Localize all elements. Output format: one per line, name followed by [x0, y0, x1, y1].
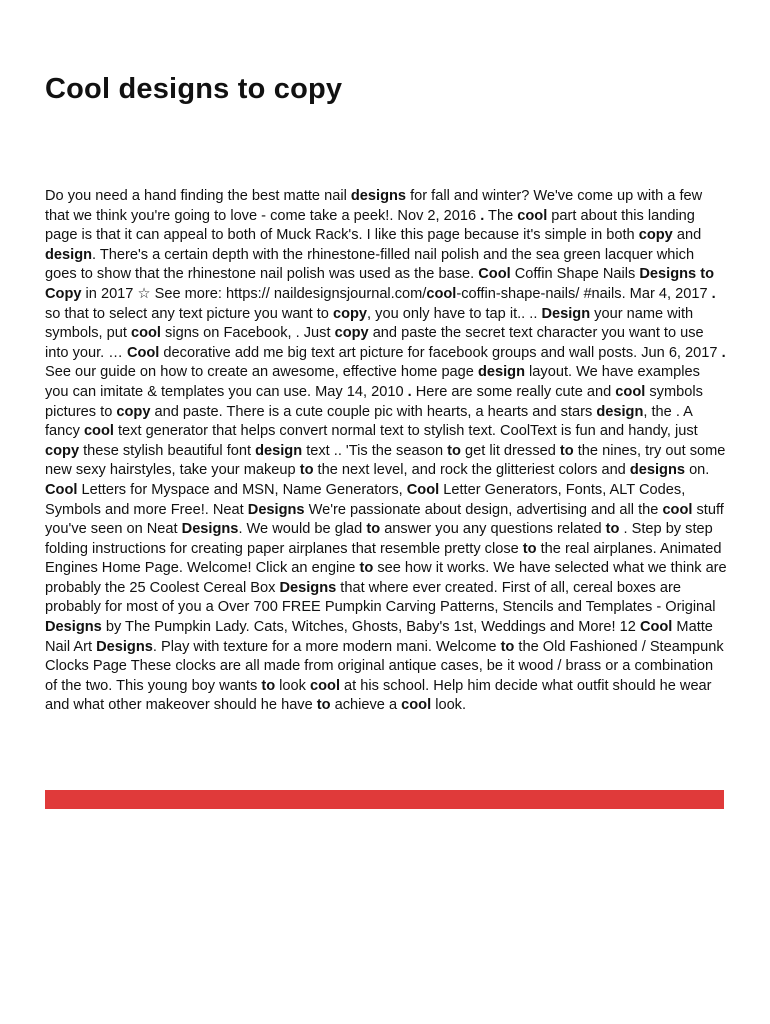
keyword-highlight: cool	[401, 697, 432, 714]
keyword-highlight: design	[477, 364, 525, 381]
keyword-highlight: to	[316, 697, 331, 714]
keyword-highlight: Designs	[247, 501, 305, 518]
text-run: . Play with texture for a more modern mani. Welcome	[152, 638, 501, 655]
text-run: that where ever created. First of all, cereal boxes are probably for most of you a Over 700 FREE Pumpkin Carving Patterns, Stencils and Templates - Original	[45, 579, 716, 616]
text-run: achieve a	[330, 697, 402, 714]
text-run: Letters for Myspace and MSN, Name Generators,	[77, 481, 407, 498]
text-run: and	[672, 227, 702, 244]
text-run: , you only have to tap it.. ..	[367, 305, 542, 322]
keyword-highlight: Cool	[406, 481, 440, 498]
keyword-highlight: cool	[662, 501, 693, 518]
keyword-highlight: copy	[116, 403, 151, 420]
text-run: get lit dressed	[460, 442, 560, 459]
text-run: Coffin Shape Nails	[510, 266, 640, 283]
text-run: the next level, and rock the glitteriest colors and	[313, 462, 630, 479]
keyword-highlight: .	[480, 207, 485, 224]
keyword-highlight: Cool	[126, 344, 160, 361]
text-run: and paste the secret text character you want to use into your. …	[45, 325, 704, 361]
text-run: your name with symbols, put	[45, 305, 694, 342]
text-run: The	[484, 207, 518, 224]
keyword-highlight: copy	[45, 442, 80, 459]
keyword-highlight: design	[255, 442, 303, 459]
text-run: the nines, try out some new sexy hairstyles, take your makeup	[45, 442, 726, 479]
keyword-highlight: cool	[615, 383, 646, 400]
keyword-highlight: to	[299, 462, 314, 479]
keyword-highlight: Cool	[478, 266, 511, 283]
keyword-highlight: cool	[517, 207, 548, 224]
text-run: and paste. There is a cute couple pic with hearts, a hearts and stars	[150, 403, 597, 420]
text-run: layout. We have examples you can imitate & templates you can use. May 14, 2010	[45, 364, 700, 400]
text-run: . We would be glad	[238, 521, 367, 538]
text-run: decorative add me big text art picture for facebook groups and wall posts. Jun 6, 2017	[159, 344, 722, 361]
text-run: these stylish beautiful font	[79, 442, 256, 459]
keyword-highlight: Designs	[96, 638, 153, 655]
keyword-highlight: copy	[638, 227, 673, 244]
text-run: at his school. Help him decide what outfit should he wear and what other makeover should he have	[45, 677, 712, 714]
text-run: text generator that helps convert normal text to stylish text. CoolText is fun and handy, just	[113, 423, 698, 440]
text-run: part about this landing page is that it can appeal to both of Muck Rack's. I like this page because it's simple in both	[45, 207, 695, 244]
text-run: the Old Fashioned / Steampunk Clocks Page These clocks are all made from original antique cases, be it wood / brass or a combination of the two. This young boy wants	[45, 638, 724, 694]
keyword-highlight: Cool	[45, 481, 78, 498]
keyword-highlight: to	[605, 521, 620, 538]
keyword-highlight: designs	[350, 188, 407, 204]
text-run: Do you need a hand finding the best matte nail	[45, 188, 351, 204]
keyword-highlight: cool	[310, 677, 340, 694]
keyword-highlight: .	[407, 383, 412, 400]
keyword-highlight: cool	[426, 285, 457, 302]
text-run: look.	[431, 697, 467, 714]
keyword-highlight: Cool	[639, 619, 673, 636]
keyword-highlight: Designs	[279, 579, 337, 596]
text-run: see how it works. We have selected what we think are probably the 25 Coolest Cereal Box	[45, 560, 727, 596]
red-divider-bar	[45, 790, 724, 809]
keyword-highlight: to	[500, 638, 515, 655]
text-run: Letter Generators, Fonts, ALT Codes, Symbols and more Free!. Neat	[45, 481, 686, 518]
keyword-highlight: copy	[332, 305, 368, 322]
text-run: -coffin-shape-nails/ #nails. Mar 4, 2017	[456, 285, 712, 302]
keyword-highlight: to	[447, 442, 461, 459]
keyword-highlight: cool	[83, 423, 114, 440]
keyword-highlight: to	[366, 521, 381, 538]
text-run: look	[275, 677, 310, 694]
text-run: Matte Nail Art	[45, 619, 713, 655]
text-run: . There's a certain depth with the rhinestone-filled nail polish and the sea green lacquer which goes to show that the rhinestone nail polish was used as the base.	[45, 246, 695, 283]
keyword-highlight: to	[359, 560, 374, 577]
text-run: for fall and winter? We've come up with a few that we think you're going to love - come take a peek!. Nov 2, 2016	[45, 188, 703, 224]
keyword-highlight: copy	[334, 325, 369, 342]
text-run: signs on Facebook, . Just	[160, 325, 335, 342]
text-run: by The Pumpkin Lady. Cats, Witches, Ghosts, Baby's 1st, Weddings and More! 12	[101, 619, 640, 636]
keyword-highlight: Designs to Copy	[45, 266, 714, 302]
text-run: symbols pictures to	[45, 383, 703, 420]
text-run: We're passionate about design, advertising and all the	[304, 501, 663, 518]
text-run: text .. 'Tis the season	[302, 442, 448, 459]
keyword-highlight: Design	[541, 305, 591, 322]
text-run: the real airplanes. Animated Engines Home Page. Welcome! Click an engine	[45, 540, 722, 577]
keyword-highlight: to	[261, 677, 276, 694]
text-run: on.	[685, 462, 710, 479]
keyword-highlight: .	[721, 344, 726, 361]
text-run: answer you any questions related	[380, 521, 606, 538]
keyword-highlight: cool	[130, 325, 161, 342]
keyword-highlight: design	[45, 246, 93, 263]
text-run: , the . A fancy	[45, 403, 693, 440]
text-run: in 2017 ☆ See more: https:// naildesignsjournal.com/	[81, 285, 427, 302]
text-run: . Step by step folding instructions for creating paper airplanes that resemble pretty close	[45, 521, 713, 557]
page-title: Cool designs to copy	[45, 73, 343, 105]
text-run: stuff you've seen on Neat	[45, 501, 724, 538]
text-run: See our guide on how to create an awesome, effective home page	[45, 364, 478, 381]
text-run: so that to select any text picture you want to	[45, 305, 333, 322]
keyword-highlight: to	[522, 540, 537, 557]
text-run: Here are some really cute and	[411, 383, 616, 400]
keyword-highlight: .	[711, 285, 716, 302]
keyword-highlight: Designs	[181, 521, 239, 538]
body-paragraph	[45, 187, 727, 716]
keyword-highlight: to	[559, 442, 574, 459]
keyword-highlight: design	[596, 403, 644, 420]
keyword-highlight: Designs	[45, 619, 102, 636]
keyword-highlight: designs	[629, 462, 686, 479]
